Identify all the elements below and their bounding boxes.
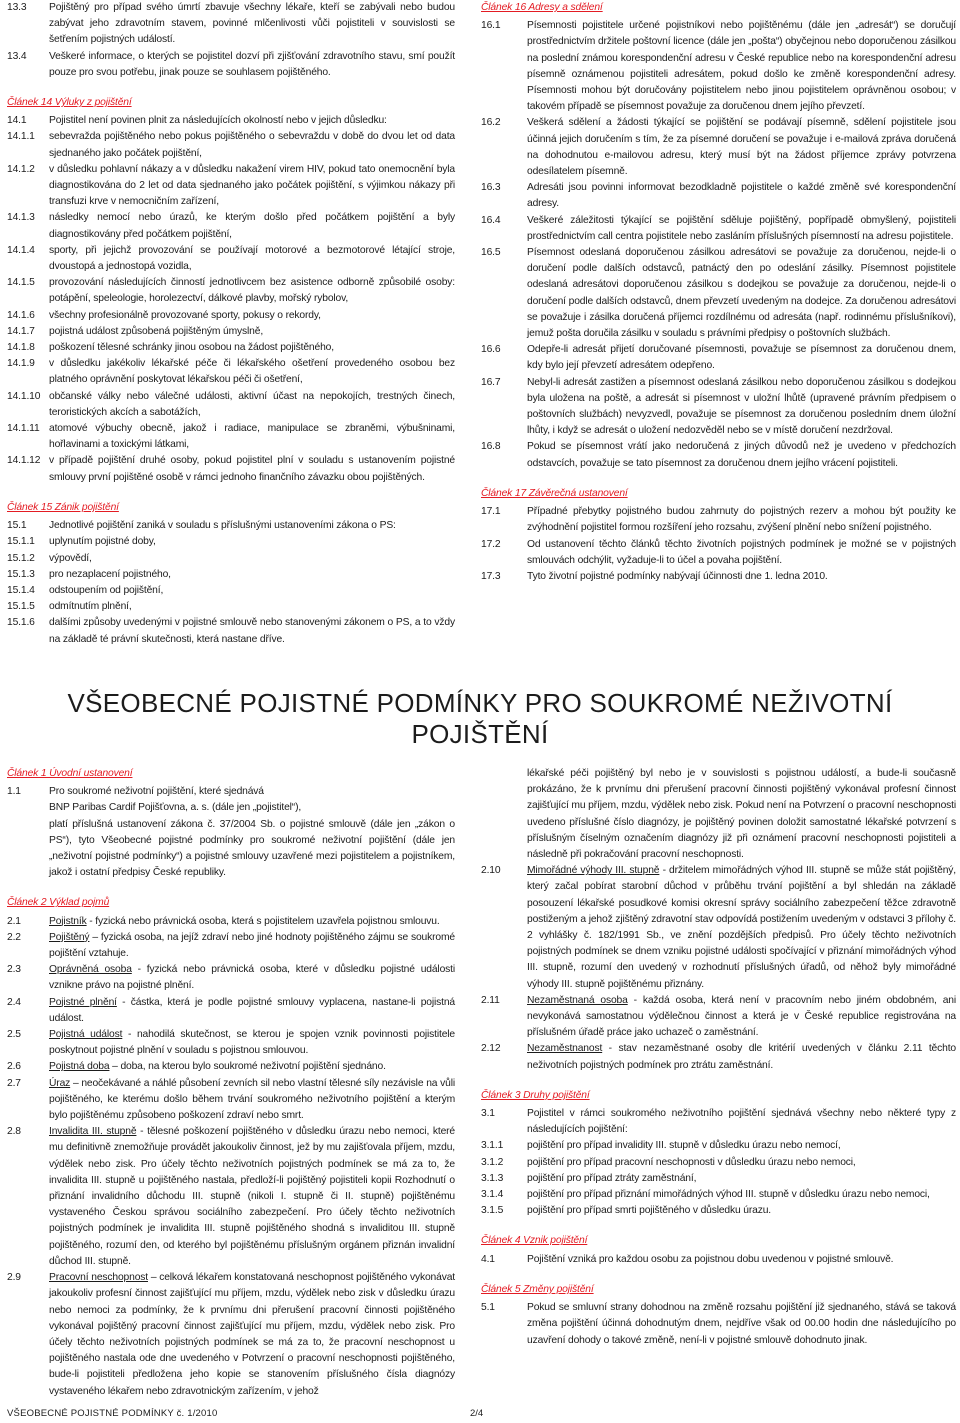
- defined-term: Úraz: [49, 1077, 71, 1089]
- list-item: [7, 243, 455, 275]
- top-left-column: [7, 0, 455, 648]
- item-text: následky nemocí nebo úrazů, ke kterým došlo před počátkem pojištění a byly diagnostikovány před počátkem pojištění,: [49, 212, 455, 240]
- item-number: 14.1.12: [7, 455, 41, 467]
- heading-article-16: Článek 16 Adresy a sdělení: [481, 2, 603, 13]
- item-number: 2.7: [7, 1077, 21, 1089]
- item-number: 14.1.8: [7, 342, 35, 354]
- list-item: [7, 356, 455, 388]
- item-text: atomové výbuchy obecně, jakož i radiace, manipulace se zbraněmi, výbušninami, hořlavinami a toxickými látkami,: [49, 423, 455, 451]
- list-item: [7, 1076, 455, 1125]
- item-number: 2.10: [481, 865, 501, 877]
- item-number: 15.1: [7, 520, 27, 532]
- defined-term: Nezaměstnanost: [527, 1043, 603, 1055]
- list-item: [7, 784, 455, 881]
- item-text: [527, 1041, 956, 1073]
- heading-article-1: Článek 1 Úvodní ustanovení: [7, 768, 133, 779]
- item-text: [49, 995, 455, 1027]
- defined-term: Pojistné plnění: [49, 996, 117, 1008]
- item-text: pro nezaplacení pojistného,: [49, 568, 171, 580]
- heading-article-15: Článek 15 Zánik pojištění: [7, 501, 119, 513]
- section-2-items: [7, 914, 455, 1400]
- list-item: [7, 995, 455, 1027]
- item-number: 2.5: [7, 1029, 21, 1041]
- list-item: [481, 180, 956, 212]
- list-item: [7, 1059, 455, 1075]
- list-item: [7, 1270, 455, 1400]
- list-item: [481, 1155, 956, 1171]
- footer-document-title: VŠEOBECNÉ POJISTNÉ PODMÍNKY č. 1/2010: [7, 1408, 218, 1419]
- item-number: 15.1.4: [7, 584, 35, 596]
- list-item: [481, 213, 956, 245]
- defined-term: Pojistník: [49, 915, 87, 927]
- item-number: 16.4: [481, 214, 501, 226]
- list-item: [481, 1106, 956, 1138]
- list-item: [7, 129, 455, 161]
- term-definition: - tělesné poškození pojištěného v důsledku úrazu nebo nemoci, které mu definitivně znemožňuje provádět jakoukoliv činnost, jež by mu zajišťovala příjem, mzdu, výdělek nebo zisk. Pro účely těchto neživotních pojistných podmínek se má za to, že invalidita III. stupně u pojištěného nastala, předloží-li pojištěný pojistiteli kopii Rozhodnutí o přiznání invalidního důchodu III. stupně (nikoli I. stupně či II. stupně) pojištěnému vystaveného Českou správou sociálního zabezpečení. Pro účely těchto neživotních pojistných podmínek je invalidita III. stupně pojištěného shodná s invaliditou III. stupně pojištěného, rozumí den, od kterého byl pojištěnému příslušným orgánem přiznán invalidní důchod III. stupně.: [49, 1126, 455, 1267]
- list-item: [481, 766, 956, 863]
- item-text: Písemnost odeslaná doporučenou zásilkou adresátovi se považuje za doručenou, nejde-li o doručení podle dalších odstavců, patnáctý den po odeslání zásilky. Písemnost pojistitele odeslaná adresátovi doporučenou zásilkou s dodejkou se považuje za doručenou, nejde-li o doručení podle dalších odstavců, dnem převzetí uvedeným na dodejce. Za doručenou adresátovi se považuje i zásilka doručená příjemci rozdílnému od adresáta (např. rodinnému příslušníkovi), jemuž pošta doručila zásilku v souladu s právními předpisy o poštovních službách.: [527, 247, 956, 340]
- item-number: 14.1.5: [7, 277, 35, 289]
- item-number: 17.2: [481, 538, 501, 550]
- item-text: sporty, při jejichž provozování se používají motorové a bezmotorové létající stroje, dvoustopá a jednostopá vozidla,: [49, 244, 455, 273]
- heading-article-17: Článek 17 Závěrečná ustanovení: [481, 487, 628, 499]
- list-item: [7, 583, 455, 599]
- item-text: Nebyl-li adresát zastižen a písemnost odeslaná zásilkou nebo doporučenou zásilkou s dodejkou byla uložena na poště, a adresát si písemnost v uložní lhůtě (upravené právním předpisem o poštovních službách) nevyzvedl, považuje se písemnost za doručenou posledním dnem úložní lhůty, i když se adresát o uložení nedozvěděl nebo se v místě doručení nezdržoval.: [527, 376, 956, 437]
- item-number: 5.1: [481, 1302, 495, 1314]
- item-text: [527, 993, 956, 1042]
- intro-line-2: BNP Paribas Cardif Pojišťovna, a. s. (dále jen „pojistitel“),: [49, 802, 302, 814]
- item-text: pojištění pro případ smrti pojištěného v důsledku úrazu.: [527, 1205, 772, 1217]
- item-number: 4.1: [481, 1253, 495, 1265]
- item-number: 2.9: [7, 1272, 21, 1284]
- defined-term: Pojistná doba: [49, 1061, 110, 1073]
- item-text: v případě pojištění druhé osoby, pokud pojistitel plní v souladu s ustanovením pojistné smlouvy první pojištěné osobě v rámci jednoho finančního závazku obou pojištěných.: [49, 455, 455, 483]
- item-text: [49, 1076, 455, 1125]
- item-number: 14.1.1: [7, 131, 35, 143]
- list-item: [481, 1171, 956, 1187]
- heading-article-4: Článek 4 Vznik pojištění: [481, 1235, 588, 1247]
- item-text: Tyto životní pojistné podmínky nabývají účinnosti dne 1. ledna 2010.: [527, 570, 828, 582]
- list-item: [7, 615, 455, 647]
- list-item: [7, 914, 455, 930]
- item-text: Veškeré informace, o kterých se pojistitel dozví při zjišťování zdravotního stavu, smí použít pouze pro svou potřebu, jinak pouze se souhlasem pojištěného.: [49, 50, 455, 78]
- item-number: 2.12: [481, 1043, 501, 1055]
- list-item: [7, 49, 455, 81]
- defined-term: Pojistná událost: [49, 1029, 123, 1041]
- list-item: [481, 439, 956, 471]
- main-title: VŠEOBECNÉ POJISTNÉ PODMÍNKY PRO SOUKROMÉ NEŽIVOTNÍ POJIŠTĚNÍ: [67, 688, 893, 749]
- section-5-items: [481, 1300, 956, 1349]
- item-text: dalšími způsoby uvedenými v pojistné smlouvě nebo stanovenými zákonem o PS, a to vždy na základě té právní skutečnosti, která nastane dříve.: [49, 617, 455, 645]
- term-definition: - částka, která je podle pojistné smlouvy vyplacena, nastane-li pojistná událost.: [49, 996, 455, 1024]
- item-text: Veškerá sdělení a žádosti týkající se pojištění se podávají písemně, sdělení pojistitele jsou účinná jejich doručením s tím, že za písemné doručení se považuje i e-mailová zpráva doručená na dohodnutou e-mailovou adresu, který musí být na žádost příjemce zprávy potvrzena odesílatelem písemně.: [527, 117, 956, 178]
- list-item: [481, 537, 956, 569]
- heading-article-3: Článek 3 Druhy pojištění: [481, 1089, 590, 1101]
- item-number: 1.1: [7, 786, 21, 798]
- list-item: [481, 1187, 956, 1203]
- item-number: 2.6: [7, 1061, 21, 1073]
- list-item: [7, 113, 455, 129]
- defined-term: Invalidita III. stupně: [49, 1126, 137, 1138]
- term-definition: – celková lékařem konstatovaná neschopnost pojištěného vykonávat jakoukoliv profesní činnost zajišťující mu příjem, mzdu, výdělek nebo zisk v důsledku úrazu nebo nemoci za podmínky, že k prvnímu dni přerušení pracovní činnosti pojištěného vykonával pojištěný pracovní činnost zajišťující mu příjem, mzdu, výdělek nebo zisk. Pro účely těchto neživotních pojistných podmínek se má za to, že pracovní neschopnost u pojištěného nastala ode dne uvedeného v Potvrzení o pracovní neschopnosti pojištěného, bude-li pojistiteli předložena jeho kopie se stanovením příslušného čísla diagnózy vystaveného lékařem nebo zdravotnickým zařízením, v jehož: [49, 1272, 455, 1397]
- item-text: pojištění pro případ pracovní neschopnosti v důsledku úrazu nebo nemoci,: [527, 1156, 856, 1168]
- item-text: všechny profesionálně provozované sporty, pokusy o rekordy,: [49, 309, 321, 321]
- list-item: [7, 1027, 455, 1059]
- item-number: 14.1: [7, 115, 27, 127]
- list-item: [481, 1138, 956, 1154]
- item-text: [49, 1270, 455, 1400]
- list-item: [7, 162, 455, 211]
- list-item: [481, 863, 956, 993]
- term-definition: - fyzická nebo právnická osoba, které v důsledku pojistné události vznikne právo na pojistné plnění.: [49, 964, 455, 992]
- item-text: Odepře-li adresát přijetí doručované písemnosti, považuje se písemnost za doručenou dnem, kdy bylo její převzetí adresátem odepřeno.: [527, 344, 956, 372]
- item-text: poškození tělesné schránky jinou osobou na žádost pojištěného,: [49, 342, 334, 354]
- item-text: Pokud se písemnost vrátí jako nedoručená z jiných důvodů než je uvedeno v předchozích odstavcích, považuje se tato písemnost za doručenou dnem jejího vrácení pojistiteli.: [527, 441, 956, 469]
- list-item: [7, 599, 455, 615]
- list-item: [7, 389, 455, 421]
- item-number: 3.1.4: [481, 1189, 504, 1201]
- top-right-column: [481, 0, 956, 585]
- list-item: [7, 0, 455, 49]
- item-text: pojištění pro případ invalidity III. stupně v důsledku úrazu nebo nemocí,: [527, 1140, 841, 1152]
- list-item: [481, 569, 956, 585]
- continued-text: lékařské péči pojištěný byl nebo je v souvislosti s pojistnou událostí, a bude-li současně prokázáno, že k prvnímu dni přerušení pracovní činnosti pojištěný vykonával profesní činnost zajišťující mu příjem, mzdu, výdělek nebo zisk. Pokud není na Potvrzení o pracovní neschopnosti uvedeno příslušné číslo diagnózy, je pojištěný povinen doložit samostatné lékařské potvrzení s příslušným číselným označením diagnózy již při oznámení pracovní neschopnosti pojistiteli a následně při pokračování pracovní neschopnosti.: [527, 768, 956, 861]
- item-text: [49, 1027, 455, 1059]
- defined-term: Mimořádné výhody III. stupně: [527, 865, 660, 877]
- item-number: 3.1.3: [481, 1172, 504, 1184]
- section-4-items: [481, 1252, 956, 1268]
- item-text: [49, 1124, 455, 1270]
- section-13-items: [7, 0, 455, 81]
- list-item: [481, 1203, 956, 1219]
- section-16-items: [481, 18, 956, 472]
- section-2-continued-items: [481, 863, 956, 1074]
- item-text: odmítnutím plnění,: [49, 601, 132, 613]
- list-item: [7, 551, 455, 567]
- list-item: [481, 504, 956, 536]
- defined-term: Pracovní neschopnost: [49, 1272, 148, 1284]
- item-number: 2.11: [481, 994, 500, 1006]
- list-item: [7, 210, 455, 242]
- item-text: Veškeré záležitosti týkající se pojištění sděluje pojištěný, popřípadě obmyšlený, pojistiteli prostřednictvím call centra pojistitele nebo zasláním příslušných písemností na adresu pojistitele.: [527, 214, 956, 242]
- item-text: sebevražda pojištěného nebo pokus pojištěného o sebevraždu v době do dvou let od data sjednaného jako počátek pojištění,: [49, 131, 455, 159]
- item-number: 16.7: [481, 376, 501, 388]
- item-number: 14.1.6: [7, 309, 35, 321]
- item-text: [49, 1059, 455, 1075]
- item-text: výpovědí,: [49, 552, 92, 564]
- item-number: 17.3: [481, 570, 501, 582]
- item-number: 15.1.2: [7, 552, 35, 564]
- item-number: 16.3: [481, 182, 501, 194]
- item-number: 13.4: [7, 50, 27, 62]
- item-text: Jednotlivé pojištění zaniká v souladu s příslušnými ustanoveními zákona o PS:: [49, 520, 396, 532]
- item-text: Pojištěný pro případ svého úmrtí zbavuje všechny lékaře, kteří se zabývali nebo budou zabývat jeho zdravotním stavem, povinné mlčenlivosti vůči pojistiteli v souvislosti se šetřením pojistných událostí.: [49, 2, 455, 46]
- item-number: 2.1: [7, 915, 21, 927]
- item-text: pojistná událost způsobená pojištěným úmyslně,: [49, 325, 264, 337]
- list-item: [481, 245, 956, 342]
- item-text: pojištění pro případ ztráty zaměstnání,: [527, 1172, 697, 1184]
- item-text: Adresáti jsou povinni informovat bezodkladně pojistitele o každé změně své korespondenční adresy.: [527, 182, 956, 210]
- term-definition: - nahodilá skutečnost, se kterou je spojen vznik povinnosti pojistitele poskytnout pojistné plnění v souladu s pojistnou smlouvou.: [49, 1029, 456, 1057]
- term-definition: - držitelem mimořádných výhod III. stupně se může stát pojištěný, který začal pobírat starobní důchod v průběhu trvání pojištění a byl shledán na základě posouzení lékařské posudkové komisi okresní správy sociálního zabezpečení těžce zdravotně postiženým a jehož zjištěný zdravotní stav odpovídá postižením uvedeným v odstavci 3 přílohy č. 2 vyhlášky č. 182/1991 Sb., ve znění pozdějších předpisů. Pro účely těchto neživotních pojistných podmínek se dnem vzniku pojistné události spočívající v přiznání mimořádných výhod III. stupně, rozumí den uvedený v rozhodnutí příslušných úřadů, od něhož byly mimořádné výhody III. stupně pojištěnému přiznány.: [527, 865, 956, 990]
- item-number: 16.1: [481, 20, 501, 32]
- item-text: Pokud se smluvní strany dohodnou na změně rozsahu pojištění již sjednaného, stává se taková změna pojištění účinná dohodnutým dnem, nejdříve však od 00.00 hodin dne následujícího po uzavření dohody o takové změně, není-li v pojistné smlouvě dohodnuto jinak.: [527, 1302, 956, 1346]
- item-text: uplynutím pojistné doby,: [49, 536, 156, 548]
- term-definition: - každá osoba, která není v pracovním nebo jiném obdobném, ani nevykonává samostatnou výdělečnou činnost a která je v České republice registrována na příslušném úřadě práce jako uchazeč o zaměstnání.: [527, 994, 956, 1039]
- item-number: 15.1.3: [7, 568, 35, 580]
- item-number: 16.5: [481, 247, 501, 259]
- section-17-items: [481, 504, 956, 585]
- list-item: [7, 534, 455, 550]
- item-text: [49, 914, 455, 930]
- item-number: 14.1.4: [7, 244, 35, 256]
- item-number: 15.1.5: [7, 601, 35, 613]
- list-item: [481, 18, 956, 115]
- section-14-items: [7, 113, 455, 486]
- item-text: odstoupením od pojištění,: [49, 584, 164, 596]
- item-text: v důsledku pohlavní nákazy a v důsledku nakažení virem HIV, pokud tato onemocnění byla diagnostikována do 2 let od data sjednaného jako počátek pojištění, s výjimkou nákazy při transfuzi krve v nemocničním zařízení,: [49, 163, 455, 208]
- list-item: [481, 1041, 956, 1073]
- item-text: provozování následujících činností jednotlivcem bez asistence odborně způsobilé osoby: potápění, speleologie, horolezectví, dálkové plavby, mořský rybolov,: [49, 277, 455, 305]
- item-text: [49, 930, 455, 962]
- item-number: 14.1.11: [7, 423, 40, 435]
- item-number: 3.1.2: [481, 1156, 504, 1168]
- item-number: 14.1.7: [7, 325, 35, 337]
- item-number: 14.1.3: [7, 212, 35, 224]
- item-number: 14.1.2: [7, 163, 35, 175]
- item-number: 15.1.6: [7, 617, 35, 629]
- item-text: Od ustanovení těchto článků těchto životních pojistných podmínek je možné se v pojistných smlouvách odchýlit, vyžaduje-li to účel a povaha pojištění.: [527, 538, 956, 566]
- list-item: [7, 340, 455, 356]
- defined-term: Oprávněná osoba: [49, 964, 132, 976]
- item-text: Pojistitel v rámci soukromého neživotního pojištění sjednává všechny nebo některé typy z následujících pojištění:: [527, 1108, 956, 1136]
- item-text: pojištění pro případ přiznání mimořádných výhod III. stupně v důsledku úrazu nebo nemoci,: [527, 1189, 930, 1201]
- item-number: 14.1.10: [7, 390, 41, 402]
- section-15-items: [7, 518, 455, 648]
- item-number: 15.1.1: [7, 536, 35, 548]
- list-item: [7, 453, 455, 485]
- defined-term: Pojištěný: [49, 931, 90, 943]
- section-3-items: [481, 1106, 956, 1219]
- item-text: občanské války nebo válečné události, aktivní účast na nepokojích, trestných činech, teroristických akcích a sabotážích,: [49, 390, 455, 418]
- list-item: [7, 324, 455, 340]
- list-item: [7, 275, 455, 307]
- intro-line-1: Pro soukromé neživotní pojištění, které sjednává: [49, 786, 264, 798]
- item-number: 16.8: [481, 441, 501, 453]
- list-item: [7, 518, 455, 534]
- heading-article-5: Článek 5 Změny pojištění: [481, 1283, 594, 1295]
- defined-term: Nezaměstnaná osoba: [527, 994, 628, 1006]
- heading-article-14: Článek 14 Výluky z pojištění: [7, 97, 132, 109]
- item-number: 2.8: [7, 1126, 21, 1138]
- item-number: 2.4: [7, 996, 21, 1008]
- list-item: [7, 930, 455, 962]
- list-item: [7, 308, 455, 324]
- list-item: [7, 962, 455, 994]
- list-item: [481, 1300, 956, 1349]
- term-definition: - stav nezaměstnané osoby dle kritérií uvedených v článku 2.11 těchto neživotních pojistných podmínek pro ztrátu zaměstnání.: [527, 1043, 956, 1071]
- list-item: [481, 993, 956, 1042]
- list-item: [481, 115, 956, 180]
- item-text: [49, 784, 455, 881]
- item-text: Pojistitel není povinen plnit za následujících okolností nebo v jejich důsledku:: [49, 115, 387, 127]
- list-item: [7, 1124, 455, 1270]
- item-text: v důsledku jakékoliv lékařské péče či lékařského ošetření provedeného osobou bez platného oprávnění poskytovat lékařskou péči či ošetření,: [49, 358, 455, 386]
- item-number: 16.2: [481, 117, 501, 129]
- term-definition: – fyzická osoba, na jejíž zdraví nebo jiné hodnoty pojištěného zájmu se soukromé pojištění vztahuje.: [49, 931, 455, 960]
- list-item: [7, 567, 455, 583]
- heading-article-2: Článek 2 Výklad pojmů: [7, 897, 110, 909]
- item-number: 14.1.9: [7, 358, 35, 370]
- footer-page-number: 2/4: [470, 1408, 484, 1419]
- term-definition: – doba, na kterou bylo soukromé neživotní pojištění sjednáno.: [109, 1061, 386, 1073]
- intro-line-3: platí příslušná ustanovení zákona č. 37/2004 Sb. o pojistné smlouvě (dále jen „zákon o PS“), tyto Všeobecné pojistné podmínky pro soukromé neživotní pojištění (dále jen „neživotní pojistné podmínky“) a pojistné smlouvy uzavřené mezi pojistitelem a pojistníkem, jakož i ostatní předpisy České republiky.: [49, 818, 455, 879]
- item-text: [527, 863, 956, 993]
- bottom-left-column: [7, 766, 455, 1400]
- bottom-right-column: [481, 766, 956, 1349]
- item-text: Písemnosti pojistitele určené pojistníkovi nebo pojištěnému (dále jen „adresát“) se doručují prostřednictvím držitele poštovní licence (dále jen „pošta“) obyčejnou nebo doporučenou zásilkou na poslední známou korespondenční adresu v České republice nebo na korespondenční adresu písemně oznámenou pojistiteli adresátem, pokud došlo ke změně korespondenční adresy. Písemnosti mohou být doručovány pojistitelem nebo jinou pojistitelem oprávněnou osobou; v takovém případě se písemnost považuje za doručenou dnem jejího převzetí.: [527, 20, 956, 113]
- list-item: [7, 421, 455, 453]
- list-item: [481, 342, 956, 374]
- item-number: 2.3: [7, 964, 21, 976]
- item-number: 3.1: [481, 1108, 495, 1120]
- item-text: Případné přebytky pojistného budou zahrnuty do pojistných rezerv a mohou být použity ke zvýhodnění pojistitel formou rozšíření jeho rozsahu, zvýšení plnění nebo snížení pojistného.: [527, 506, 956, 534]
- item-text: [49, 962, 455, 994]
- item-text: Pojištění vzniká pro každou osobu za pojistnou dobu uvedenou v pojistné smlouvě.: [527, 1253, 894, 1265]
- item-number: 13.3: [7, 2, 27, 13]
- item-number: 3.1.5: [481, 1205, 504, 1217]
- term-definition: - fyzická nebo právnická osoba, která s pojistitelem uzavřela pojistnou smlouvu.: [86, 915, 440, 927]
- item-number: 3.1.1: [481, 1140, 504, 1152]
- term-definition: – neočekávané a náhlé působení zevních sil nebo vlastní tělesné síly nezávisle na vůli pojištěného, ke kterému došlo během trvání soukromého neživotního pojištění a kterým bylo pojištěnému způsobeno poškození zdraví nebo smrt.: [49, 1077, 455, 1122]
- list-item: [481, 375, 956, 440]
- item-number: 2.2: [7, 931, 21, 943]
- item-number: 17.1: [481, 506, 501, 518]
- item-number: 16.6: [481, 344, 501, 356]
- list-item: [481, 1252, 956, 1268]
